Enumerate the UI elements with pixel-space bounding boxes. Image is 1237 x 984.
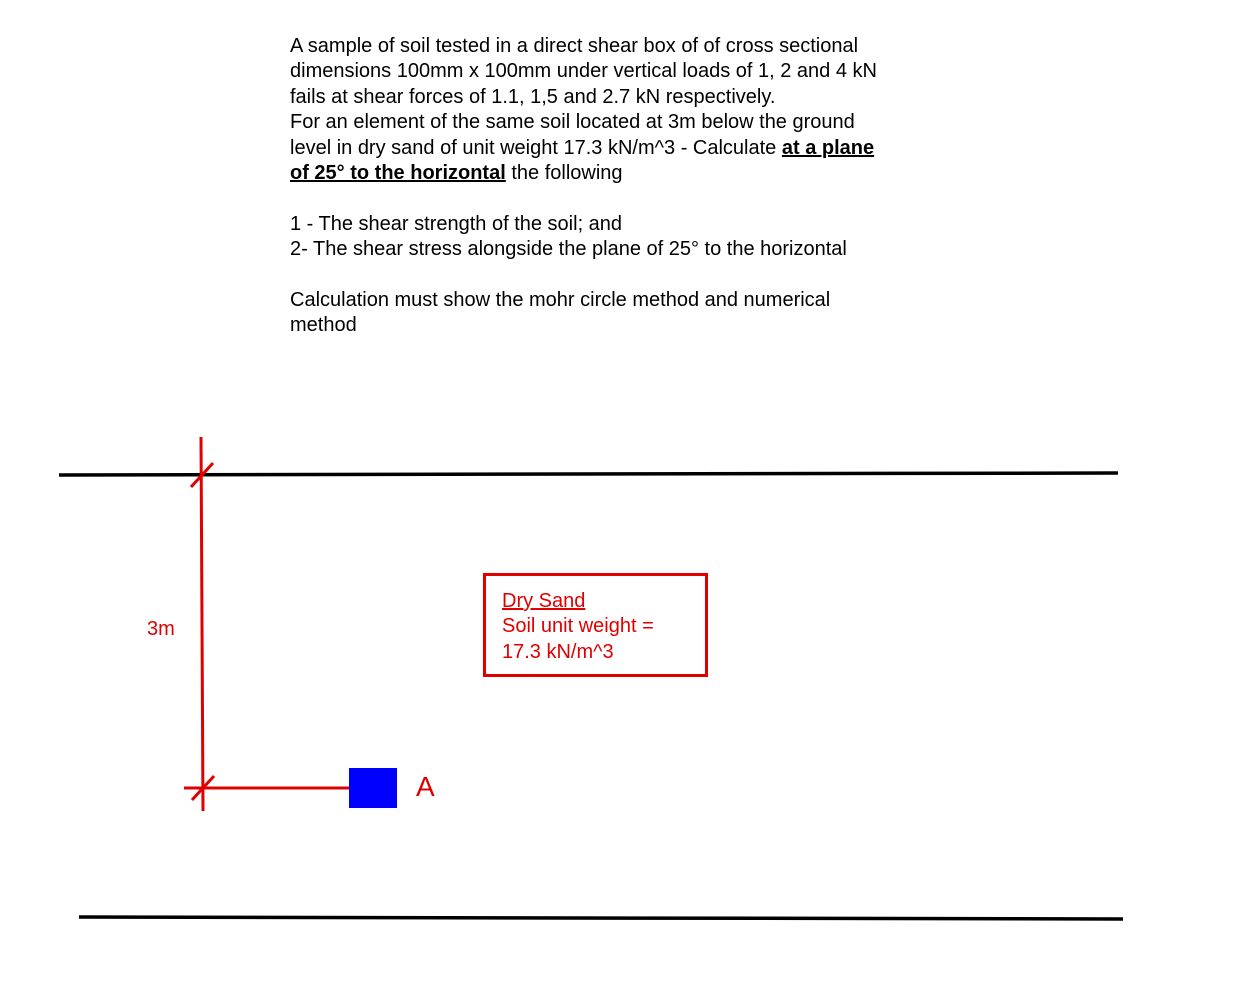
depth-dimension-line — [201, 437, 203, 811]
note-line-1: Calculation must show the mohr circle method and numerical — [290, 288, 831, 311]
problem-line-6-text: the following — [505, 161, 623, 184]
problem-line-5-text: level in dry sand of unit weight 17.3 kN/m^3 - Calculate — [290, 136, 782, 159]
soil-box-line-1: Soil unit weight = — [502, 615, 654, 638]
problem-line-2: dimensions 100mm x 100mm under vertical loads of 1, 2 and 4 kN — [290, 60, 877, 83]
soil-box-title: Dry Sand — [502, 590, 586, 612]
task-2: 2- The shear stress alongside the plane of 25° to the horizontal — [290, 238, 847, 261]
point-a-label: A — [416, 771, 435, 802]
lower-boundary-line — [79, 917, 1123, 919]
problem-line-1: A sample of soil tested in a direct shear box of of cross sectional — [290, 35, 859, 57]
ground-surface-line — [59, 473, 1118, 475]
soil-box-line-2: 17.3 kN/m^3 — [502, 640, 614, 663]
soil-info-box — [483, 573, 708, 677]
note-line-2: method — [290, 314, 357, 337]
task-1: 1 - The shear strength of the soil; and — [290, 212, 623, 235]
plane-emphasis-part-2: of 25° to the horizontal — [290, 161, 506, 184]
soil-element-a — [349, 768, 397, 808]
depth-label: 3m — [147, 618, 175, 640]
problem-line-3: fails at shear forces of 1.1, 1,5 and 2.7 kN respectively. — [290, 85, 776, 108]
plane-emphasis-part-1: at a plane — [781, 136, 875, 159]
problem-line-4: For an element of the same soil located at 3m below the ground — [290, 111, 855, 134]
